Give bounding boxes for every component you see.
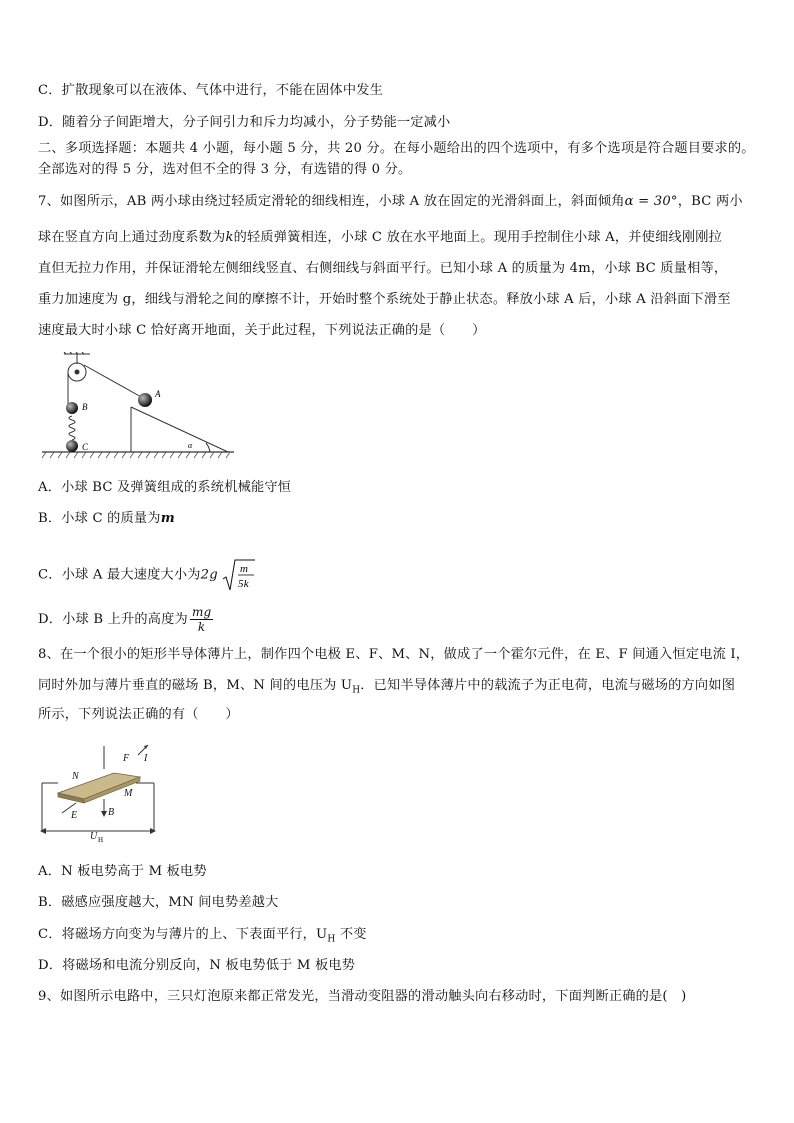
q7-line2-post: 的轻质弹簧相连，小球 C 放在水平地面上。现用手控制住小球 A，并使细线刚刚拉 (233, 230, 723, 245)
q8-option-a: A．N 板电势高于 M 板电势 (38, 864, 207, 879)
label-u: U (90, 831, 98, 842)
q7-line1-post: ，BC 两小 (677, 194, 743, 209)
q8-line2-sub: H (352, 685, 361, 696)
label-alpha: α (188, 441, 193, 450)
q8-option-c-pre: C．将磁场方向变为与薄片的上、下表面平行，U (38, 927, 328, 942)
q8-line2-post: ．已知半导体薄片中的载流子为正电荷，电流与磁场的方向如图 (360, 678, 736, 693)
q7-line2 (38, 229, 764, 247)
q7-option-d-text: D．小球 B 上升的高度为 (38, 612, 188, 627)
option-c-q6: C．扩散现象可以在液体、气体中进行，不能在固体中发生 (38, 83, 383, 98)
sqrt-denominator: 5k (238, 578, 250, 590)
q7-option-d (38, 605, 764, 634)
spring-icon (69, 416, 75, 440)
b-arrowhead-icon (101, 811, 107, 817)
q8-option-c (38, 926, 764, 949)
q7-k-symbol: k (225, 230, 234, 245)
q7-option-b-m: m (160, 511, 175, 526)
q8-line2 (38, 677, 764, 700)
q7-angle-math: α = 30° (624, 194, 678, 209)
section2-heading-line2: 全部选对的得 5 分，选对但不全的得 3 分，有选错的得 0 分。 (38, 162, 412, 177)
q8-option-c-post: 不变 (335, 927, 367, 942)
ball-a (138, 393, 152, 407)
label-n: N (72, 771, 79, 782)
q7-line5: 速度最大时小球 C 恰好离开地面，关于此过程，下列说法正确的是（ ） (38, 323, 486, 338)
fraction-denominator: k (197, 620, 206, 634)
q8-figure (38, 743, 168, 843)
q8-line1: 8、在一个很小的矩形半导体薄片上，制作四个电极 E、F、M、N，做成了一个霍尔元件，在 E、F 间通入恒定电流 I， (38, 647, 750, 662)
q7-option-c-text: C．小球 A 最大速度大小为 (38, 567, 201, 583)
option-d-q6: D．随着分子间距增大，分子间引力和斥力均减小，分子势能一定减小 (38, 115, 451, 130)
q7-option-b (38, 510, 764, 528)
q8-line2-pre: 同时外加与薄片垂直的磁场 B，M、N 间的电压为 U (38, 678, 353, 693)
section2-heading-line1: 二、多项选择题：本题共 4 小题，每小题 5 分，共 20 分。在每小题给出的四个选项中，有多个选项是符合题目要求的。 (38, 141, 755, 156)
ball-b (66, 402, 78, 414)
q7-line2-pre: 球在竖直方向上通过劲度系数为 (38, 230, 226, 245)
label-a: A (155, 389, 161, 399)
label-m: M (124, 788, 133, 799)
label-c: C (82, 442, 89, 452)
ball-c (66, 440, 78, 452)
sqrt-expression (222, 557, 256, 593)
q7-line4: 重力加速度为 g，细线与滑轮之间的摩擦不计，开始时整个系统处于静止状态。释放小球 A 后，小球 A 沿斜面下滑至 (38, 292, 731, 307)
label-f: F (123, 753, 130, 764)
label-b: B (82, 402, 88, 412)
q8-option-d: D．将磁场和电流分别反向，N 板电势低于 M 板电势 (38, 958, 356, 973)
sqrt-sign-icon (222, 557, 256, 593)
label-e: E (71, 810, 78, 821)
q7-figure (38, 352, 238, 464)
q7-line1 (38, 193, 764, 211)
rope-inclined (84, 365, 143, 398)
q7-option-b-text: B．小球 C 的质量为 (38, 511, 161, 526)
q8-option-c-sub: H (327, 934, 336, 945)
label-i: I (144, 753, 148, 764)
fraction-numerator: mg (191, 605, 212, 619)
label-b: B (108, 807, 115, 818)
incline-slope (131, 407, 228, 452)
q7-line1-pre: 7、如图所示，AB 两小球由绕过轻质定滑轮的细线相连，小球 A 放在固定的光滑斜面上，斜面倾角 (38, 194, 625, 209)
sqrt-numerator: m (240, 563, 249, 575)
q8-option-b: B．磁感应强度越大，MN 间电势差越大 (38, 895, 279, 910)
q7-line3: 直但无拉力作用，并保证滑轮左侧细线竖直、右侧细线与斜面平行。已知小球 A 的质量为 4m，小球 BC 质量相等， (38, 261, 728, 276)
q7-option-a: A．小球 BC 及弹簧组成的系统机械能守恒 (38, 480, 292, 495)
q7-option-c (38, 557, 764, 593)
q9-line1: 9、如图所示电路中，三只灯泡原来都正常发光，当滑动变阻器的滑动触头向右移动时，下面判断正确的是( ) (38, 989, 687, 1004)
fraction-mg-over-k (190, 605, 213, 634)
label-u-subscript: H (98, 836, 104, 843)
angle-arc (206, 443, 210, 452)
q7-option-c-coef: 2g (200, 567, 218, 583)
q8-line3: 所示，下列说法正确的有（ ） (38, 707, 239, 722)
